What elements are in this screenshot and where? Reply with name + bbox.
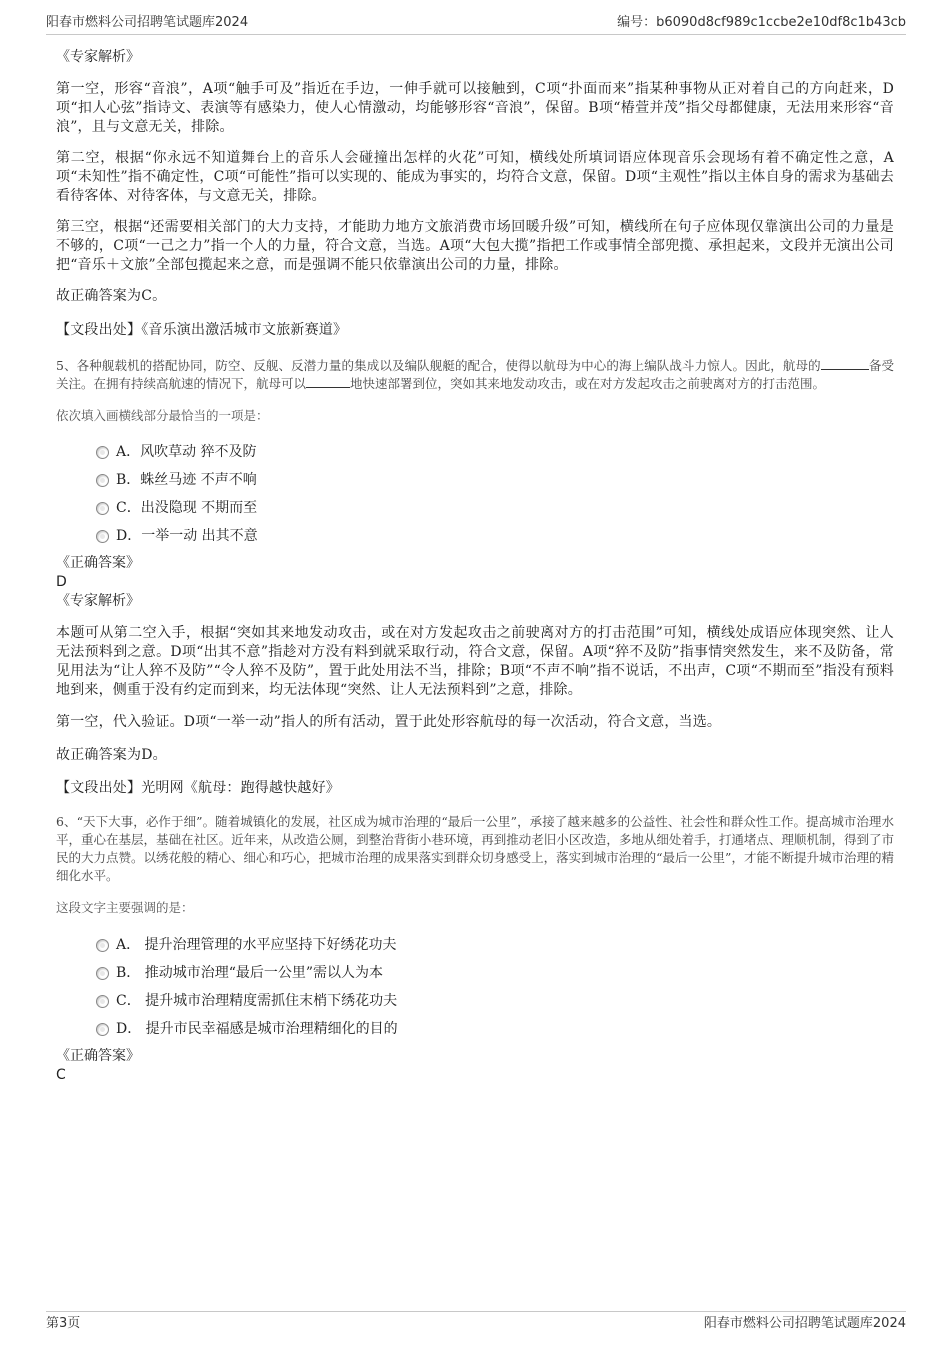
question-prompt: 依次填入画横线部分最恰当的一项是： [56, 408, 269, 423]
radio-icon[interactable] [96, 1023, 109, 1036]
source-citation: 【文段出处】《音乐演出激活城市文旅新赛道》 [56, 322, 348, 338]
page-header [46, 14, 906, 35]
option-d[interactable] [56, 1015, 894, 1043]
radio-icon[interactable] [96, 967, 109, 980]
analysis-paragraph: 本题可从第二空入手，根据“突如其来地发动攻击，或在对方发起攻击之前驶离对方的打击范围”可知，横线处成语应体现突然、让人无法预料到之意。D项“出其不意”指趁对方没有料到就采取行动，符合文意，保留。A项“猝不及防”指事情突然发生，来不及防备，常见用法为“让人猝不及防”“令人猝不及防”，置于此处用法不当，排除；B项“不声不响”指不说话，不出声，C项“不期而至”指没有预料地到来，侧重于没有约定而到来，均无法体现“突然、让人无法预料到”之意，排除。 [56, 625, 894, 698]
correct-answer-label: 《正确答案》 [56, 555, 140, 571]
option-label: C．出没隐现 不期而至 [116, 500, 258, 516]
question-prompt: 这段文字主要强调的是： [56, 900, 194, 915]
question-5-stem [56, 357, 894, 393]
radio-icon[interactable] [96, 502, 109, 515]
option-c[interactable] [56, 494, 894, 522]
option-b[interactable] [56, 466, 894, 494]
option-label: A．风吹草动 猝不及防 [116, 444, 257, 460]
option-c[interactable] [56, 987, 894, 1015]
option-label: B． 推动城市治理“最后一公里”需以人为本 [116, 965, 384, 981]
radio-icon[interactable] [96, 995, 109, 1008]
source-citation: 【文段出处】光明网《航母：跑得越快越好》 [56, 780, 340, 796]
header-serial: 编号：b6090d8cf989c1ccbe2e10df8c1b43cb [617, 15, 906, 30]
question-text: 地快速部署到位，突如其来地发动攻击，或在对方发起攻击之前驶离对方的打击范围。 [350, 376, 826, 391]
correct-answer-label: 《正确答案》 [56, 1048, 140, 1064]
option-label: A． 提升治理管理的水平应坚持下好绣花功夫 [116, 937, 397, 953]
radio-icon[interactable] [96, 939, 109, 952]
option-b[interactable] [56, 959, 894, 987]
option-label: B．蛛丝马迹 不声不响 [116, 472, 257, 488]
header-title: 阳春市燃料公司招聘笔试题库2024 [46, 15, 249, 30]
option-label: C． 提升城市治理精度需抓住末梢下绣花功夫 [116, 993, 398, 1009]
expert-analysis-label: 《专家解析》 [56, 593, 140, 609]
question-5-options [56, 438, 894, 550]
expert-analysis-label: 《专家解析》 [56, 49, 140, 65]
radio-icon[interactable] [96, 446, 109, 459]
question-text: 5、各种舰载机的搭配协同，防空、反舰、反潜力量的集成以及编队舰艇的配合，使得以航母为中心的海上编队战斗力惊人。因此，航母的 [56, 358, 821, 373]
option-label: D． 提升市民幸福感是城市治理精细化的目的 [116, 1021, 398, 1037]
correct-answer: D [56, 574, 67, 590]
option-d[interactable] [56, 522, 894, 550]
footer-title: 阳春市燃料公司招聘笔试题库2024 [703, 1316, 906, 1331]
question-6-stem: 6、“天下大事，必作于细”。随着城镇化的发展，社区成为城市治理的“最后一公里”，承接了越来越多的公益性、社会性和群众性工作。提高城市治理水平，重心在基层，基础在社区。近年来，从改造公厕，到整治背街小巷环境，再到推动老旧小区改造，多地从细处着手，打通堵点、理顺机制，得到了市民的大力点赞。以绣花般的精心、细心和巧心，把城市治理的成果落实到群众切身感受上，落实到城市治理的“最后一公里”，才能不断提升城市治理的精细化水平。 [56, 814, 894, 883]
analysis-paragraph: 第一空，代入验证。D项“一举一动”指人的所有活动，置于此处形容航母的每一次活动，符合文意，当选。 [56, 714, 722, 730]
analysis-paragraph: 第一空，形容“音浪”，A项“触手可及”指近在手边，一伸手就可以接触到，C项“扑面而来”指某种事物从正对着自己的方向赶来，D项“扣人心弦”指诗文、表演等有感染力，使人心情激动，均能够形容“音浪”，保留。B项“椿萱并茂”指父母都健康，无法用来形容“音浪”，且与文意无关，排除。 [56, 81, 894, 135]
analysis-paragraph: 第三空，根据“还需要相关部门的大力支持，才能助力地方文旅消费市场回暖升级”可知，横线所在句子应体现仅靠演出公司的力量是不够的，C项“一己之力”指一个人的力量，符合文意，当选。A项“大包大揽”指把工作或事情全部兜揽、承担起来，文段并无演出公司把“音乐＋文旅”全部包揽起来之意，而是强调不能只依靠演出公司的力量，排除。 [56, 219, 894, 273]
conclusion: 故正确答案为C。 [56, 288, 167, 304]
radio-icon[interactable] [96, 474, 109, 487]
page-content [56, 44, 894, 1085]
question-text: 备受关注。在拥有持续高航速的情况下，航母可以 [56, 358, 894, 391]
fill-blank [821, 357, 869, 370]
question-6-options [56, 931, 894, 1043]
page-number: 第3页 [46, 1316, 81, 1331]
conclusion: 故正确答案为D。 [56, 747, 167, 763]
option-a[interactable] [56, 438, 894, 466]
option-a[interactable] [56, 931, 894, 959]
correct-answer: C [56, 1067, 66, 1083]
analysis-paragraph: 第二空，根据“你永远不知道舞台上的音乐人会碰撞出怎样的火花”可知，横线处所填词语应体现音乐会现场有着不确定性之意，A项“未知性”指不确定性，C项“可能性”指可以实现的、能成为事实的，均符合文意，保留。D项“主观性”指以主体自身的需求为基础去看待客体、对待客体，与文意无关，排除。 [56, 150, 894, 204]
radio-icon[interactable] [96, 530, 109, 543]
fill-blank [306, 375, 350, 388]
option-label: D．一举一动 出其不意 [116, 528, 258, 544]
page-footer [46, 1311, 906, 1334]
